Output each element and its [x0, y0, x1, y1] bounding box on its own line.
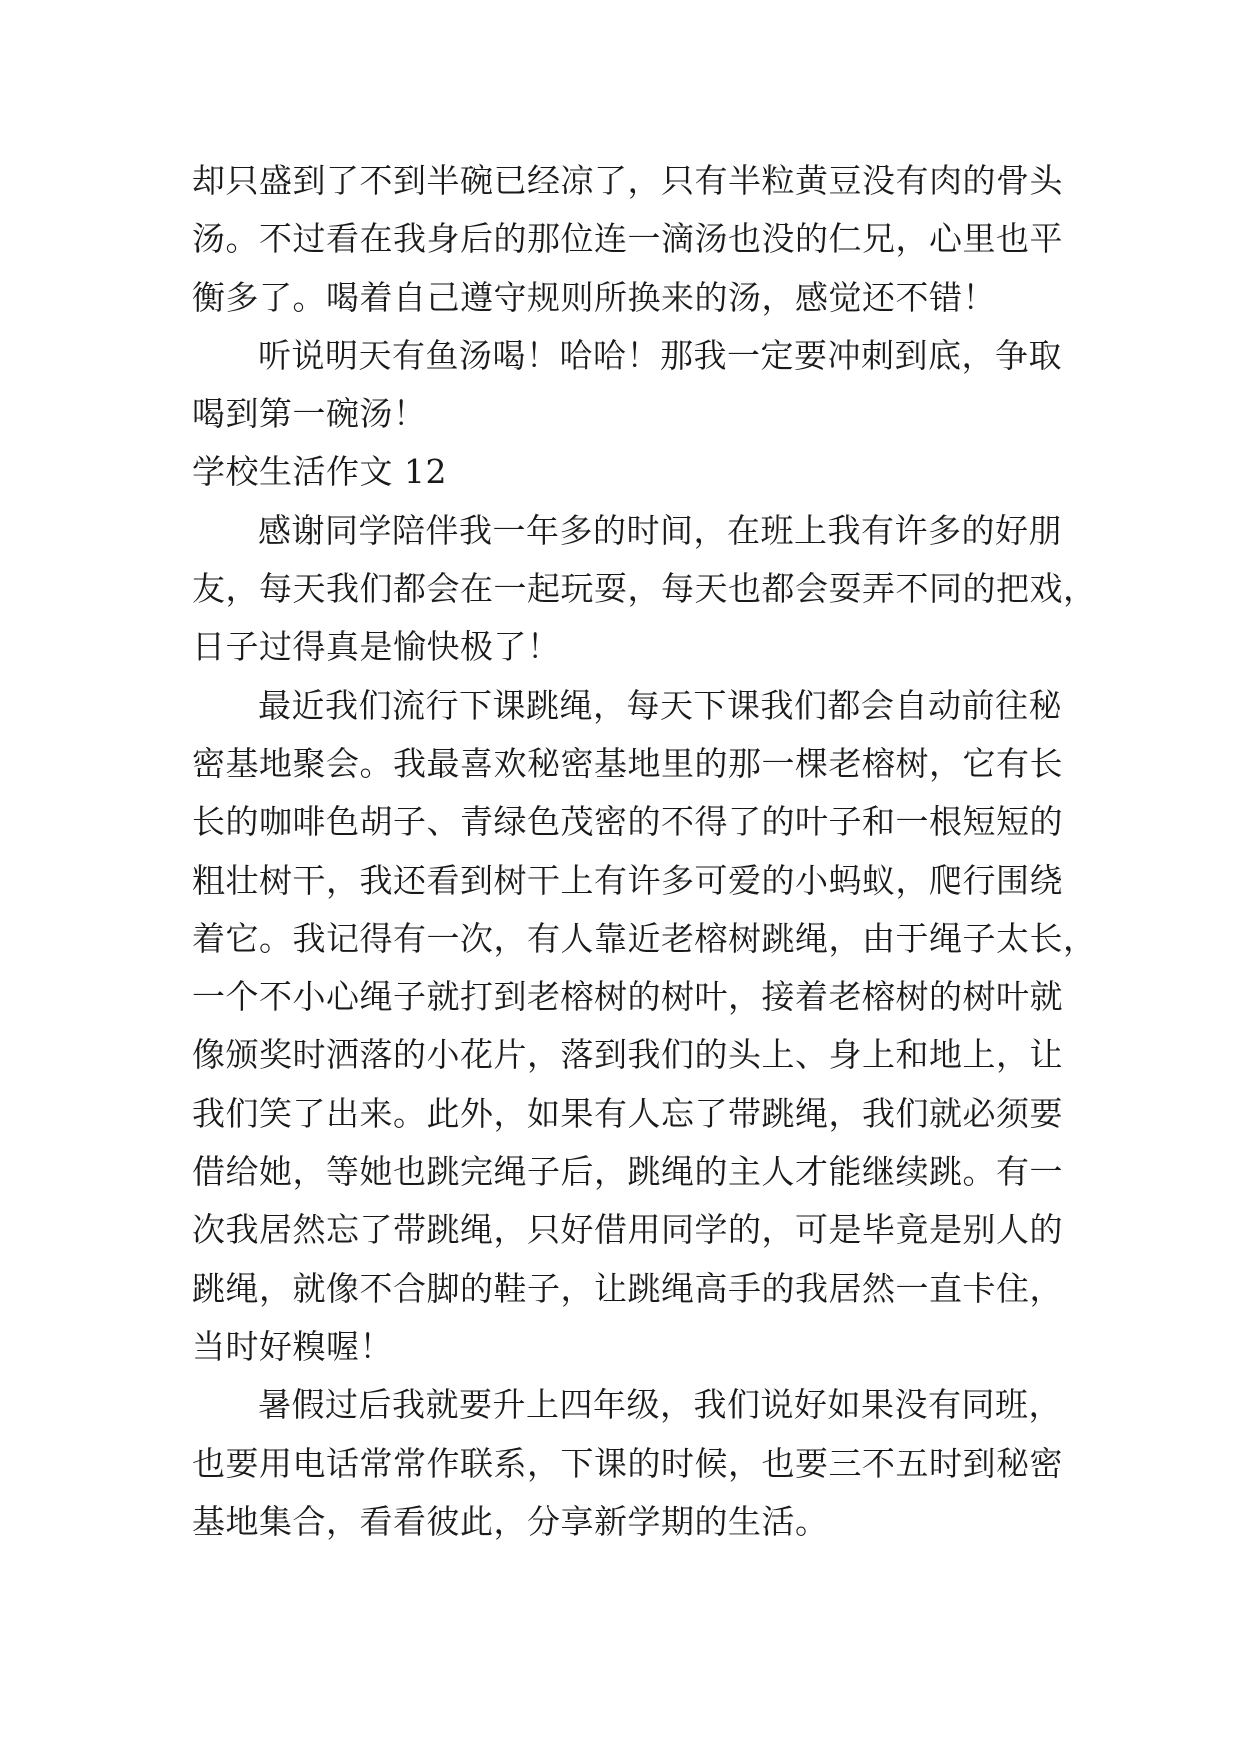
- body-line: 一个不小心绳子就打到老榕树的树叶，接着老榕树的树叶就: [192, 977, 1063, 1017]
- body-line: 友，每天我们都会在一起玩耍，每天也都会耍弄不同的把戏，: [192, 569, 1097, 609]
- body-line: 着它。我记得有一次，有人靠近老榕树跳绳，由于绳子太长，: [192, 918, 1097, 958]
- body-line: 听说明天有鱼汤喝！哈哈！那我一定要冲刺到底，争取: [258, 335, 1062, 375]
- body-line: 也要用电话常常作联系，下课的时候，也要三不五时到秘密: [192, 1443, 1063, 1483]
- body-line: 暑假过后我就要升上四年级，我们说好如果没有同班，: [258, 1385, 1062, 1425]
- body-line: 当时好糗喔！: [192, 1326, 393, 1366]
- body-line: 感谢同学陪伴我一年多的时间，在班上我有许多的好朋: [258, 510, 1062, 550]
- body-line: 次我居然忘了带跳绳，只好借用同学的，可是毕竟是别人的: [192, 1210, 1063, 1250]
- body-line: 像颁奖时洒落的小花片，落到我们的头上、身上和地上，让: [192, 1035, 1063, 1075]
- body-line: 我们笑了出来。此外，如果有人忘了带跳绳，我们就必须要: [192, 1093, 1063, 1133]
- body-line: 衡多了。喝着自己遵守规则所换来的汤，感觉还不错！: [192, 277, 996, 317]
- body-line: 汤。不过看在我身后的那位连一滴汤也没的仁兄，心里也平: [192, 219, 1063, 259]
- body-line: 粗壮树干，我还看到树干上有许多可爱的小蚂蚁，爬行围绕: [192, 860, 1063, 900]
- body-line: 却只盛到了不到半碗已经凉了，只有半粒黄豆没有肉的骨头: [192, 161, 1063, 200]
- body-line: 借给她，等她也跳完绳子后，跳绳的主人才能继续跳。有一: [192, 1152, 1063, 1192]
- document-body: [192, 152, 1097, 1551]
- section-heading: 学校生活作文 12: [192, 452, 447, 492]
- body-line: 密基地聚会。我最喜欢秘密基地里的那一棵老榕树，它有长: [192, 743, 1063, 783]
- body-line: 最近我们流行下课跳绳，每天下课我们都会自动前往秘: [258, 685, 1062, 725]
- body-line: 长的咖啡色胡子、青绿色茂密的不得了的叶子和一根短短的: [192, 802, 1063, 842]
- body-line: 喝到第一碗汤！: [192, 394, 427, 434]
- body-line: 基地集合，看看彼此，分享新学期的生活。: [192, 1501, 829, 1541]
- body-line: 日子过得真是愉快极了！: [192, 627, 561, 667]
- body-line: 跳绳，就像不合脚的鞋子，让跳绳高手的我居然一直卡住，: [192, 1268, 1063, 1308]
